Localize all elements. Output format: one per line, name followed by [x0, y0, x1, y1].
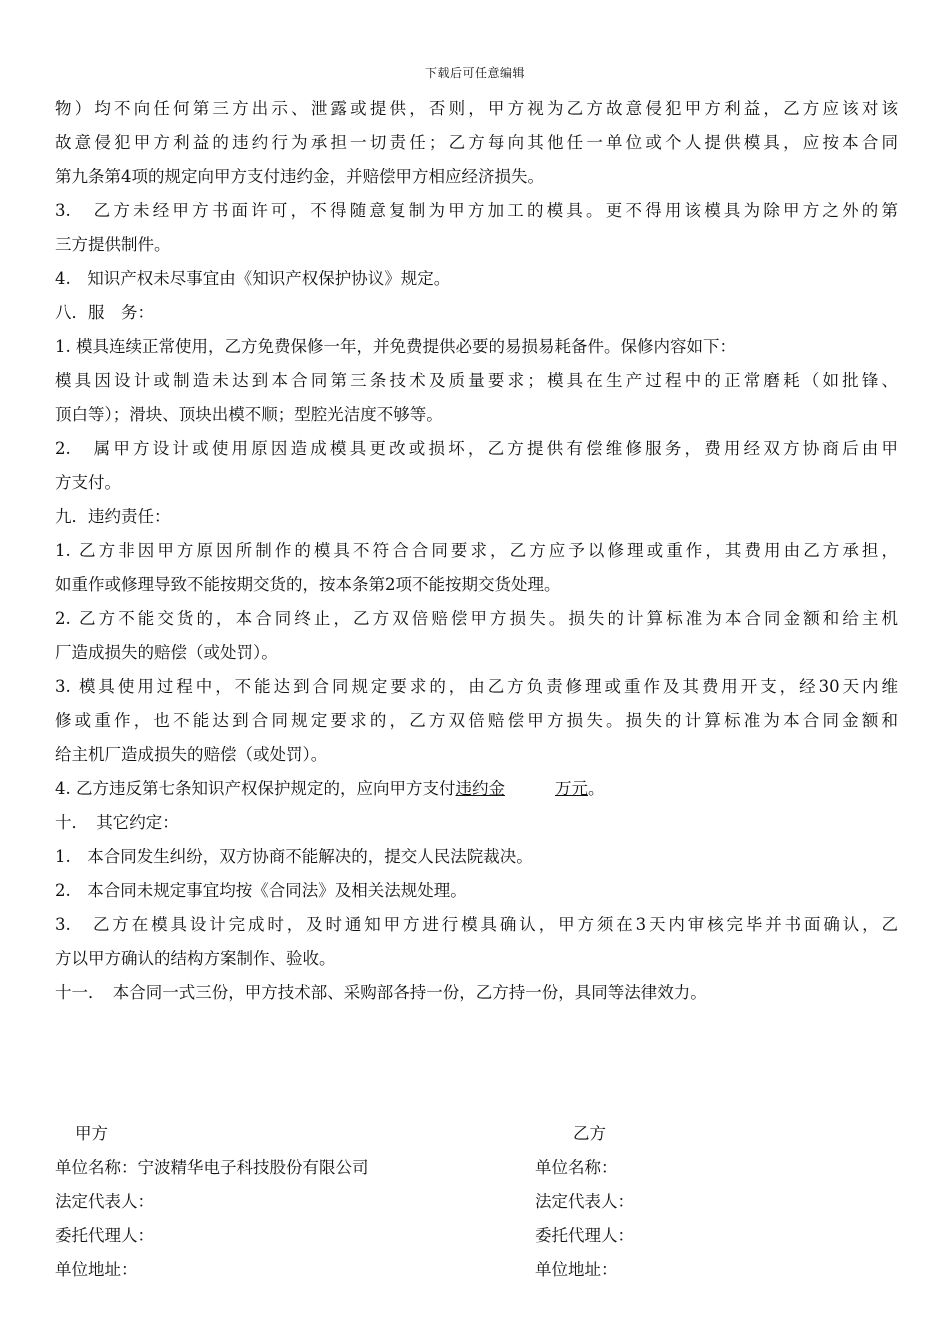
- penalty-suffix: 。: [588, 779, 605, 798]
- body-line: 1. 模具连续正常使用，乙方免费保修一年，并免费提供必要的易损易耗备件。保修内容如下：: [55, 337, 736, 356]
- body-line: 如重作或修理导致不能按期交货的，按本条第2项不能按期交货处理。: [55, 575, 561, 594]
- section-heading-other: 十． 其它约定：: [55, 813, 179, 832]
- body-line: 2. 乙方不能交货的，本合同终止，乙方双倍赔偿甲方损失。损失的计算标准为本合同金额和给主机: [55, 609, 898, 628]
- penalty-line: [55, 772, 898, 806]
- body-line: 模具因设计或制造未达到本合同第三条技术及质量要求；模具在生产过程中的正常磨耗（如批锋、: [55, 371, 898, 390]
- body-line: 厂造成损失的赔偿（或处罚）。: [55, 643, 278, 662]
- penalty-underlined: [456, 779, 589, 798]
- party-b-agent-label: 委托代理人：: [535, 1226, 634, 1245]
- body-line: 十一． 本合同一式三份，甲方技术部、采购部各持一份，乙方持一份，具同等法律效力。: [55, 983, 707, 1002]
- body-line: 故意侵犯甲方利益的违约行为承担一切责任；乙方每向其他任一单位或个人提供模具，应按本合同: [55, 133, 898, 152]
- body-line: 3. 乙方在模具设计完成时，及时通知甲方进行模具确认，甲方须在3天内审核完毕并书面确认，乙: [55, 915, 898, 934]
- party-a-title: 甲方: [75, 1124, 108, 1143]
- body-line: 三方提供制件。: [55, 235, 171, 254]
- section-heading-service: 八．服 务：: [55, 303, 154, 322]
- body-line: 4. 知识产权未尽事宜由《知识产权保护协议》规定。: [55, 269, 451, 288]
- body-line: 1. 本合同发生纠纷，双方协商不能解决的，提交人民法院裁决。: [55, 847, 533, 866]
- party-a-agent-label: 委托代理人：: [55, 1226, 154, 1245]
- penalty-prefix: 4. 乙方违反第七条知识产权保护规定的，应向甲方支付: [55, 779, 456, 798]
- party-b-title: 乙方: [573, 1124, 606, 1143]
- body-line: 2. 本合同未规定事宜均按《合同法》及相关法规处理。: [55, 881, 467, 900]
- body-line: 顶白等）；滑块、顶块出模不顺；型腔光洁度不够等。: [55, 405, 443, 424]
- body-line: 修或重作，也不能达到合同规定要求的，乙方双倍赔偿甲方损失。损失的计算标准为本合同金额和: [55, 711, 898, 730]
- body-line: 给主机厂造成损失的赔偿（或处罚）。: [55, 745, 328, 764]
- body-line: 3. 乙方未经甲方书面许可，不得随意复制为甲方加工的模具。更不得用该模具为除甲方之外的第: [55, 201, 898, 220]
- party-b-rep-label: 法定代表人：: [535, 1192, 634, 1211]
- party-a-company-name: 宁波精华电子科技股份有限公司: [137, 1158, 369, 1177]
- body-line: 1. 乙方非因甲方原因所制作的模具不符合合同要求，乙方应予以修理或重作，其费用由乙方承担，: [55, 541, 898, 560]
- body-line: 方支付。: [55, 473, 121, 492]
- party-a-company-label: 单位名称：: [55, 1158, 138, 1177]
- body-line: 第九条第4项的规定向甲方支付违约金，并赔偿甲方相应经济损失。: [55, 167, 544, 186]
- body-line: 方以甲方确认的结构方案制作、验收。: [55, 949, 336, 968]
- party-b-address-label: 单位地址：: [535, 1260, 618, 1279]
- penalty-unit: 万元: [555, 779, 588, 798]
- party-a-address-label: 单位地址：: [55, 1260, 138, 1279]
- party-a-rep-label: 法定代表人：: [55, 1192, 154, 1211]
- header-note: 下载后可任意编辑: [424, 66, 525, 80]
- body-line: 2. 属甲方设计或使用原因造成模具更改或损坏，乙方提供有偿维修服务，费用经双方协商后由甲: [55, 439, 898, 458]
- body-line: 3. 模具使用过程中，不能达到合同规定要求的，由乙方负责修理或重作及其费用开支，经30天内维: [55, 677, 898, 696]
- penalty-word: 违约金: [455, 779, 505, 798]
- body-line: 物）均不向任何第三方出示、泄露或提供，否则，甲方视为乙方故意侵犯甲方利益，乙方应该对该: [55, 99, 898, 118]
- party-b-company-label: 单位名称：: [535, 1158, 618, 1177]
- contract-body: [55, 92, 898, 1010]
- section-heading-liability: 九．违约责任：: [55, 507, 171, 526]
- party-a-company: [55, 1151, 369, 1185]
